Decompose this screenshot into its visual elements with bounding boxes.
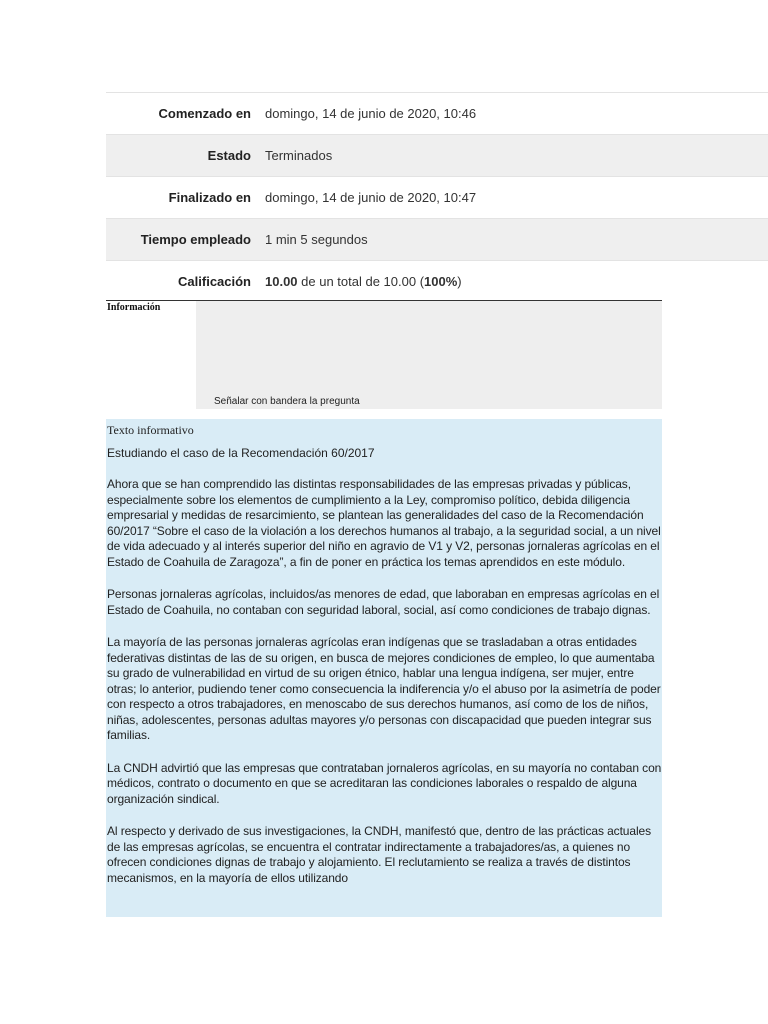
grade-label: Calificación (178, 274, 251, 289)
grade-percent: 100% (424, 274, 458, 289)
info-body (196, 301, 662, 409)
grade-value (265, 261, 768, 303)
grade-score: 10.00 (265, 274, 298, 289)
paragraph-3: La mayoría de las personas jornaleras agrícolas eran indígenas que se trasladaban a otras entidades federativas distintas de las de su origen, en busca de mejores condiciones de empleo, lo que aumentaba su grado de vulnerabilidad en virtud de su origen étnico, hablar una lengua indígena, ser mujer, entre otras; lo anterior, pudiendo tener como consecuencia la indiferencia y/o el abuso por la asimetría de poder con respecto a otros trabajadores, en menoscabo de sus derechos humanos, así como de los de niños, niñas, adolescentes, personas adultas mayores y/o personas con discapacidad que pueden integrar sus familias. (107, 635, 661, 742)
case-subtitle: Estudiando el caso de la Recomendación 60/2017 (107, 446, 375, 460)
flag-question-link[interactable]: Señalar con bandera la pregunta (214, 396, 360, 407)
informative-text-heading: Texto informativo (107, 423, 194, 437)
finished-value: domingo, 14 de junio de 2020, 10:47 (265, 190, 477, 205)
state-value: Terminados (265, 148, 333, 163)
summary-row-state (106, 135, 768, 177)
summary-row-time-taken (106, 219, 768, 261)
summary-row-finished (106, 177, 768, 219)
paragraph-1: Ahora que se han comprendido las distintas responsabilidades de las empresas privadas y públicas, especialmente sobre los elementos de cumplimiento a la Ley, compromiso político, debida diligencia empresarial y medidas de resarcimiento, se plantean las generalidades del caso de la Recomendación 60/2017 “Sobre el caso de la violación a los derechos humanos al trabajo, a la seguridad social, a un nivel de vida adecuado y al interés superior del niño en agravio de V1 y V2, personas jornaleras agrícolas en el Estado de Coahuila de Zaragoza”, a fin de poner en práctica los temas aprendidos en este módulo. (107, 477, 661, 569)
grade-middle: de un total de 10.00 ( (297, 274, 425, 289)
summary-row-started (106, 93, 768, 135)
summary-row-grade (106, 261, 768, 303)
time-taken-value: 1 min 5 segundos (265, 232, 368, 247)
time-taken-label: Tiempo empleado (140, 232, 251, 247)
info-label-column (106, 301, 196, 409)
started-label: Comenzado en (158, 106, 251, 121)
question-info-block (106, 300, 662, 409)
info-label: Información (107, 302, 161, 313)
attempt-summary-table (106, 92, 768, 302)
paragraph-5: Al respecto y derivado de sus investigaciones, la CNDH, manifestó que, dentro de las prácticas actuales de las empresas agrícolas, se encuentra el contratar indirectamente a trabajadores/as, a quienes no ofrecen condiciones dignas de trabajo y alojamiento. El reclutamiento se realiza a través de distintos mecanismos, en la mayoría de ellos utilizando (107, 824, 651, 885)
finished-label: Finalizado en (168, 190, 251, 205)
paragraph-4: La CNDH advirtió que las empresas que contrataban jornaleros agrícolas, en su mayoría no contaban con médicos, contrato o documento en que se acreditaran las condiciones laborales o respaldo de alguna organización sindical. (107, 760, 662, 806)
informative-text-panel (106, 419, 662, 917)
paragraph-2: Personas jornaleras agrícolas, incluidos/as menores de edad, que laboraban en empresas agrícolas en el Estado de Coahuila, no contaban con seguridad laboral, social, así como condiciones de trabajo dignas. (107, 587, 660, 617)
started-value: domingo, 14 de junio de 2020, 10:46 (265, 106, 477, 121)
grade-end: ) (457, 274, 462, 289)
state-label: Estado (207, 148, 251, 163)
